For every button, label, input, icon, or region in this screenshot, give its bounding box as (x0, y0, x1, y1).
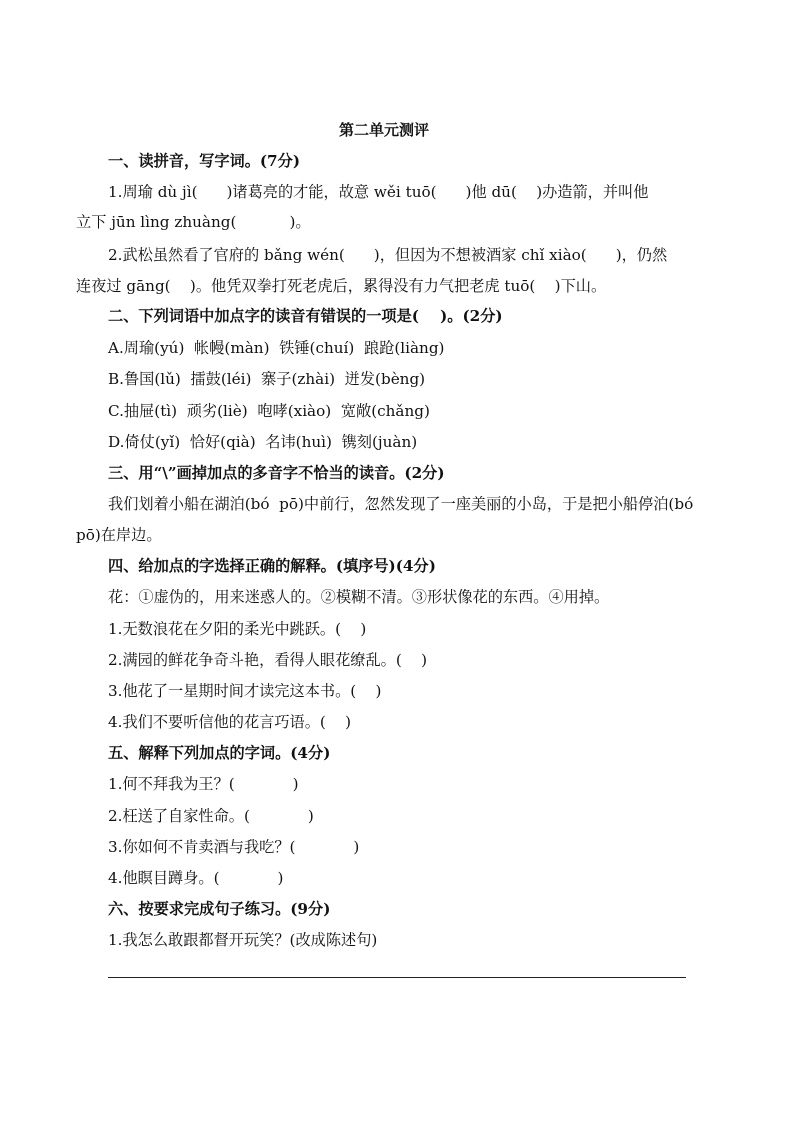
q5-4: 4.他瞑目蹲身。( ) (108, 869, 284, 887)
q4-3: 3.他花了一星期时间才读完这本书。( ) (108, 682, 382, 700)
answer-line[interactable] (108, 977, 686, 978)
section-5-heading: 五、解释下列加点的字词。(4分) (108, 744, 331, 762)
section-4-heading: 四、给加点的字选择正确的解释。(填序号)(4分) (108, 557, 436, 575)
q1-2-line-1: 2.武松虽然看了官府的 bǎng wén( )，但因为不想被酒家 chǐ xiào( )，仍然 (108, 246, 668, 264)
option-c: C.抽屉(tì) 顽劣(liè) 咆哮(xiào) 宽敞(chǎng) (108, 402, 430, 420)
section-2-heading: 二、下列词语中加点字的读音有错误的一项是( )。(2分) (108, 307, 503, 325)
option-d: D.倚仗(yǐ) 恰好(qià) 名讳(huì) 镌刻(juàn) (108, 433, 418, 451)
q5-3: 3.你如何不肯卖酒与我吃？( ) (108, 838, 360, 856)
q1-2-line-2: 连夜过 gāng( )。他凭双拳打死老虎后，累得没有力气把老虎 tuō( )下山。 (76, 277, 607, 295)
q5-2: 2.枉送了自家性命。( ) (108, 807, 314, 825)
section-3-text-line-1: 我们划着小船在湖泊(bó pō)中前行，忽然发现了一座美丽的小岛，于是把小船停泊(bó (108, 495, 694, 513)
q4-4: 4.我们不要听信他的花言巧语。( ) (108, 713, 352, 731)
option-a: A.周瑜(yú) 帐幔(màn) 铁锤(chuí) 踉跄(liàng) (108, 339, 445, 357)
section-3-heading: 三、用“\”画掉加点的多音字不恰当的读音。(2分) (108, 464, 445, 482)
definitions-line: 花：①虚伪的，用来迷惑人的。②模糊不清。③形状像花的东西。④用掉。 (108, 588, 610, 606)
q1-1-line-1: 1.周瑜 dù jì( )诸葛亮的才能，故意 wěi tuō( )他 dū( )办造箭，并叫他 (108, 183, 649, 201)
q1-1-line-2: 立下 jūn lìng zhuàng( )。 (76, 213, 311, 231)
option-b: B.鲁国(lǔ) 擂鼓(léi) 寨子(zhài) 迸发(bèng) (108, 370, 426, 388)
page-title: 第二单元测评 (339, 121, 430, 139)
q5-1: 1.何不拜我为王？( ) (108, 775, 299, 793)
q4-1: 1.无数浪花在夕阳的柔光中跳跃。( ) (108, 620, 367, 638)
q6-1: 1.我怎么敢跟都督开玩笑？(改成陈述句) (108, 931, 378, 949)
q4-2: 2.满园的鲜花争奇斗艳，看得人眼花缭乱。( ) (108, 651, 428, 669)
section-6-heading: 六、按要求完成句子练习。(9分) (108, 900, 331, 918)
section-1-heading: 一、读拼音，写字词。(7分) (108, 152, 301, 170)
section-3-text-line-2: pō)在岸边。 (76, 526, 162, 544)
